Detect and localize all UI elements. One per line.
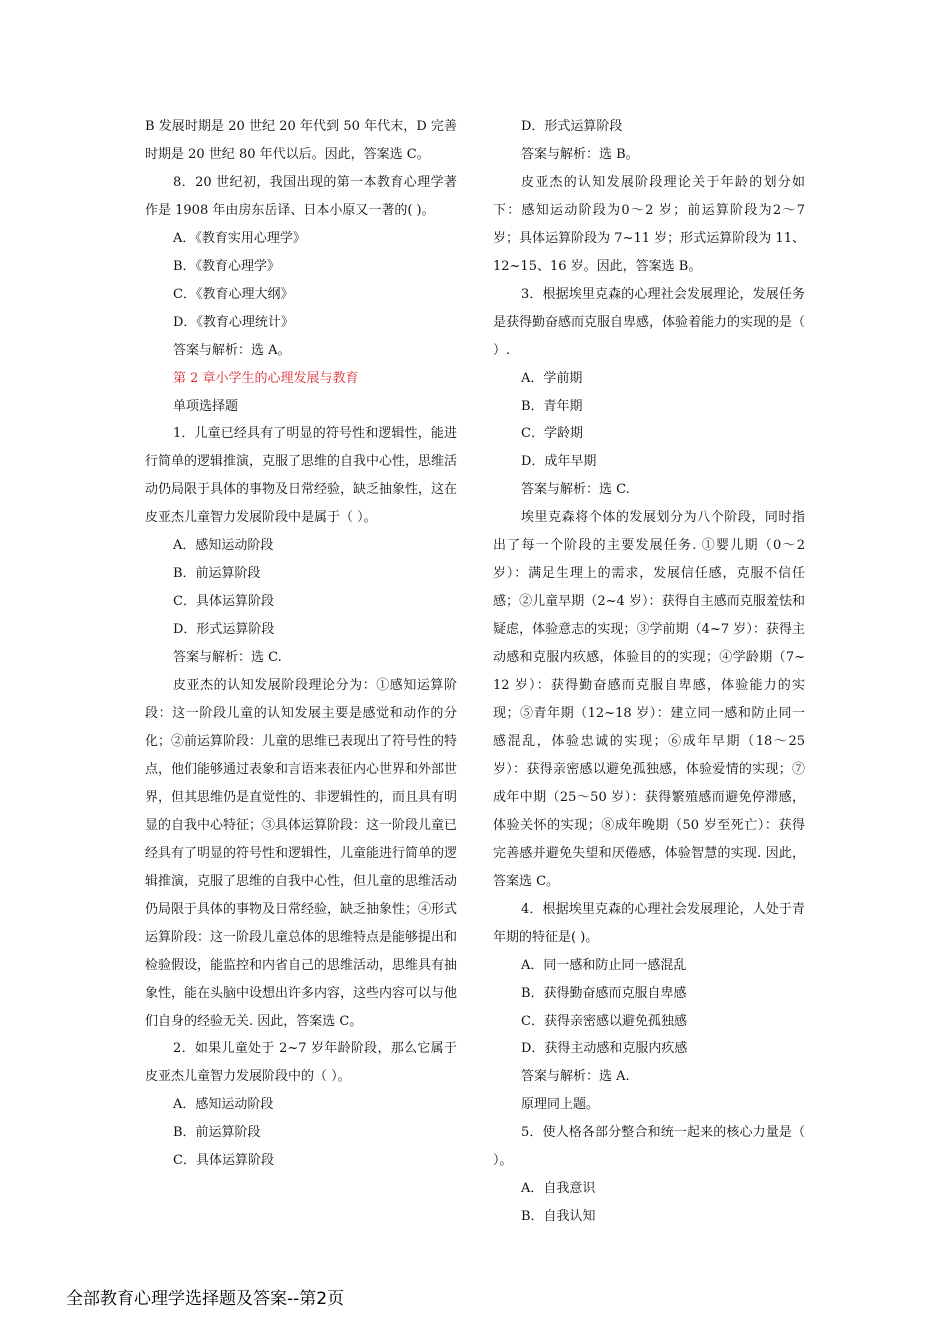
paragraph: B 发展时期是 20 世纪 20 年代到 50 年代末，D 完善时期是 20 世纪 80 年代以后。因此，答案选 C。 [145,119,457,162]
list-item: 答案与解析：选 A. [521,1069,630,1085]
list-item: A．学前期 [521,370,583,386]
list-item: D．《教育心理统计》 [173,314,294,330]
list-item: C．学龄期 [521,426,583,442]
paragraph: 8．20 世纪初，我国出现的第一本教育心理学著作是 1908 年由房东岳译、日本小原又一著的( )。 [145,174,457,218]
list-item: B．前运算阶段 [173,566,261,582]
page-footer: 全部教育心理学选择题及答案--第2页 [66,1289,345,1309]
list-item: D．获得主动感和克服内疚感 [521,1041,688,1057]
list-item: 单项选择题 [173,398,239,414]
list-item: 答案与解析：选 A。 [173,342,291,358]
list-item: B．青年期 [521,398,583,414]
list-item: B．前运算阶段 [173,1125,261,1141]
list-item: C．具体运算阶段 [173,594,274,610]
list-item: C．具体运算阶段 [173,1153,274,1169]
list-item: C．《教育心理大纲》 [173,286,294,302]
right-column [493,113,805,1231]
list-item: B．自我认知 [521,1209,596,1225]
list-item: 答案与解析：选 C. [173,650,282,666]
paragraph: 5．使人格各部分整合和统一起来的核心力量是（ ）。 [493,1125,805,1169]
paragraph: 3．根据埃里克森的心理社会发展理论，发展任务是获得勤奋感而克服自卑感，体验着能力的实现的是（ ）. [493,286,806,358]
list-item: A．自我意识 [521,1181,596,1197]
paragraph: 皮亚杰的认知发展阶段理论关于年龄的划分如下：感知运动阶段为0～2 岁；前运算阶段为2～7 岁；具体运算阶段为 7~11 岁；形式运算阶段为 11、12~15、16 岁。因此，答案选 B。 [493,174,805,274]
paragraph: 1．儿童已经具有了明显的符号性和逻辑性，能进行简单的逻辑推演，克服了思维的自我中心性，思维活动仍局限于具体的事物及日常经验，缺乏抽象性，这在皮亚杰儿童智力发展阶段中是属于（ ）。 [145,426,458,526]
list-item: A．感知运动阶段 [173,538,274,554]
paragraph: 2．如果儿童处于 2~7 岁年龄阶段，那么它属于皮亚杰儿童智力发展阶段中的（ ）。 [145,1041,457,1085]
list-item: C．获得亲密感以避免孤独感 [521,1013,687,1029]
list-item: D．形式运算阶段 [173,622,275,638]
list-item: 原理同上题。 [521,1097,600,1113]
paragraph: 4．根据埃里克森的心理社会发展理论，人处于青年期的特征是( )。 [493,901,805,945]
paragraph: 皮亚杰的认知发展阶段理论分为：①感知运算阶段：这一阶段儿童的认知发展主要是感觉和动作的分化；②前运算阶段：儿童的思维已表现出了符号性的特点，他们能够通过表象和言语来表征内心世界和外部世界，但其思维仍是直觉性的、非逻辑性的，而且具有明显的自我中心特征；③具体运算阶段：这一阶段儿童已经具有了明显的符号性和逻辑性，儿童能进行简单的逻辑推演，克服了思维的自我中心性，但儿童的思维活动仍局限于具体的事物及日常经验，缺乏抽象性；④形式运算阶段：这一阶段儿童总体的思维特点是能够提出和检验假设，能监控和内省自己的思维活动，思维具有抽象性，能在头脑中设想出许多内容，这些内容可以与他们自身的经验无关. 因此，答案选 C。 [145,678,458,1029]
left-column [145,113,457,1175]
chapter-heading: 第 2 章小学生的心理发展与教育 [173,370,359,386]
list-item: A．同一感和防止同一感混乱 [521,957,687,973]
paragraph: 埃里克森将个体的发展划分为八个阶段，同时指出了每一个阶段的主要发展任务. ①婴儿期（0～2 岁）：满足生理上的需求，发展信任感，克服不信任感；②儿童早期（2~4 岁）：获得自主感而克服羞怯和疑虑，体验意志的实现；③学前期（4~7 岁）：获得主动感和克服内疚感，体验目的的实现；④学龄期（7~12 岁）：获得勤奋感而克服自卑感，体验能力的实现；⑤青年期（12~18 岁）：建立同一感和防止同一感混乱，体验忠诚的实现；⑥成年早期（18～25 岁）：获得亲密感以避免孤独感，体验爱情的实现；⑦成年中期（25～50 岁）：获得繁殖感而避免停滞感，体验关怀的实现；⑧成年晚期（50 岁至死亡）：获得完善感并避免失望和厌倦感，体验智慧的实现. 因此，答案选 C。 [493,510,805,889]
list-item: B．《教育心理学》 [173,258,281,274]
list-item: D．形式运算阶段 [521,119,623,134]
list-item: B．获得勤奋感而克服自卑感 [521,985,687,1001]
list-item: A．《教育实用心理学》 [173,230,306,246]
list-item: D．成年早期 [521,454,597,470]
list-item: 答案与解析：选 C. [521,482,630,498]
list-item: 答案与解析：选 B。 [521,146,639,162]
list-item: A．感知运动阶段 [173,1097,274,1113]
